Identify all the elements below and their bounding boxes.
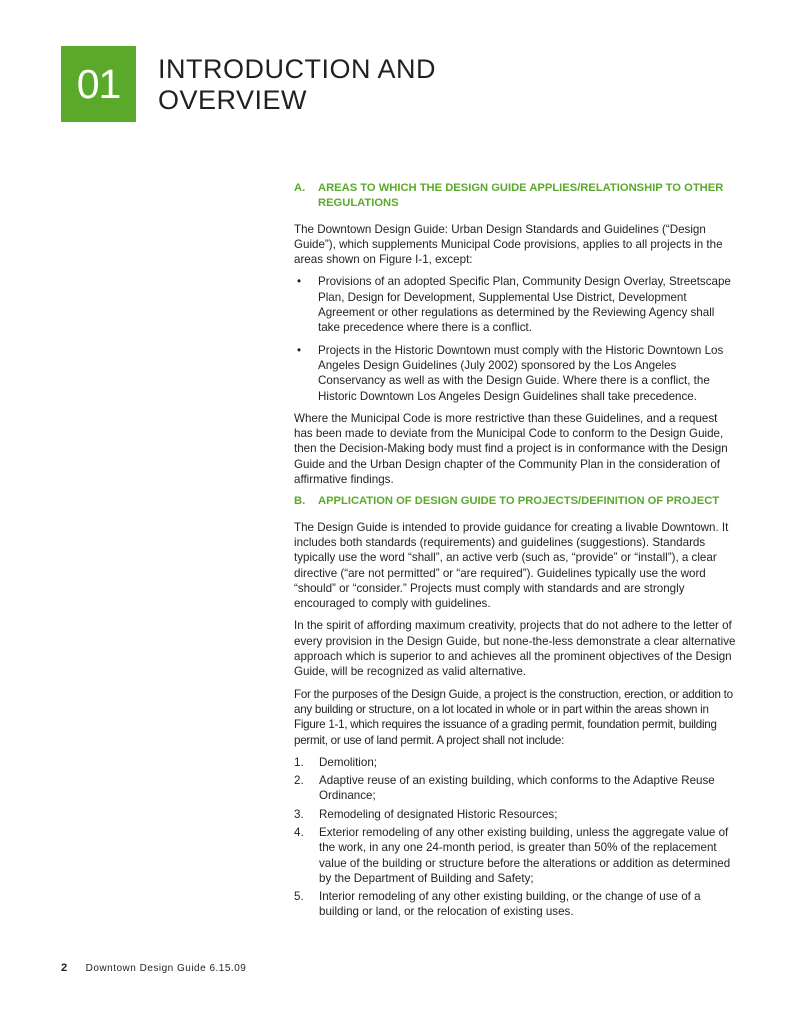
document-title: Downtown Design Guide 6.15.09 — [85, 963, 247, 974]
list-item — [294, 755, 736, 770]
list-number: 2. — [294, 774, 304, 788]
list-number: 4. — [294, 825, 304, 839]
section-a-intro: The Downtown Design Guide: Urban Design Standards and Guidelines (“Design Guide”), which supplements Municipal Code provisions, applies to all projects in the areas shown on Figure I-1, except: — [294, 222, 723, 267]
chapter-number-badge — [61, 46, 136, 122]
list-item — [294, 773, 736, 804]
chapter-title-line-1: INTRODUCTION AND — [158, 54, 436, 84]
list-number: 1. — [294, 755, 304, 769]
list-text: Exterior remodeling of any other existing building, unless the aggregate value of the work, in any one 24-month period, is greater than 50% of the replacement value of the building or structure before the alterations or addition as determined by the Department of Building and Safety; — [319, 825, 731, 885]
section-b-paragraph-1: The Design Guide is intended to provide guidance for creating a livable Downtown. It includes both standards (requirements) and guidelines (suggestions). Standards typically use the word “shall”, an active verb (such as, “provide” or “install”), a clear directive (“are not permitted” or “are required”). Guidelines typically use the word “should” or “consider.” Projects must comply with standards and are strongly encouraged to comply with guidelines. — [294, 520, 729, 611]
section-b-paragraph-2: In the spirit of affording maximum creativity, projects that do not adhere to the letter of every provision in the Design Guide, but none-the-less demonstrate a clear alternative approach which is superior to and achieves all the prominent objectives of the Design Guide, will be recognized as valid alternative. — [294, 619, 736, 679]
section-a-title: AREAS TO WHICH THE DESIGN GUIDE APPLIES/RELATIONSHIP TO OTHER REGULATIONS — [318, 182, 724, 210]
section-b-paragraph-3: For the purposes of the Design Guide, a project is the construction, erection, or addition to any building or structure, on a lot located in whole or in part within the areas shown in Figure 1-1, which requires the issuance of a grading permit, foundation permit, building permit, or use of land permit. A project shall not include: — [294, 687, 733, 747]
section-b-letter: B. — [294, 495, 306, 508]
bullet-text: Projects in the Historic Downtown must comply with the Historic Downtown Los Angeles Design Guidelines (July 2002) sponsored by the Los Angeles Conservancy as well as with the Design Guide. Where there is a conflict, the Historic Downtown Los Angeles Design Guidelines shall take precedence. — [318, 343, 724, 403]
list-text: Adaptive reuse of an existing building, which conforms to the Adaptive Reuse Ordinance; — [319, 774, 715, 803]
bullet-marker: • — [297, 343, 302, 357]
list-item — [294, 807, 736, 822]
list-item — [294, 889, 736, 920]
project-exclusions-list — [294, 755, 736, 920]
list-number: 5. — [294, 890, 304, 904]
section-a-heading — [294, 181, 736, 212]
section-a-closing: Where the Municipal Code is more restrictive than these Guidelines, and a request has been made to deviate from the Municipal Code to conform to the Design Guide, then the Decision-Making body must find a project is in conformance with the Design Guide and the Urban Design chapter of the Community Plan in the consideration of affirmative findings. — [294, 411, 728, 487]
list-text: Demolition; — [319, 755, 377, 769]
main-content — [294, 181, 736, 927]
list-item — [294, 274, 736, 335]
section-b-title: APPLICATION OF DESIGN GUIDE TO PROJECTS/DEFINITION OF PROJECT — [318, 495, 720, 508]
list-text: Remodeling of designated Historic Resources; — [319, 807, 558, 821]
section-a-exceptions-list — [294, 274, 736, 403]
section-a-letter: A. — [294, 182, 306, 194]
section-b-heading — [294, 494, 736, 509]
chapter-number: 01 — [76, 60, 121, 107]
page-footer — [61, 962, 246, 974]
page-number: 2 — [61, 962, 68, 974]
list-item — [294, 825, 736, 886]
list-text: Interior remodeling of any other existing building, or the change of use of a building or land, or the relocation of existing uses. — [319, 890, 701, 919]
list-item — [294, 343, 736, 404]
bullet-text: Provisions of an adopted Specific Plan, Community Design Overlay, Streetscape Plan, Design for Development, Supplemental Use District, Development Agreement or other regulations as determined by the Reviewing Agency shall take precedence where there is a conflict. — [318, 275, 731, 335]
list-number: 3. — [294, 807, 304, 821]
chapter-title-line-2: OVERVIEW — [158, 85, 308, 115]
bullet-marker: • — [297, 275, 302, 289]
chapter-title — [158, 54, 518, 116]
